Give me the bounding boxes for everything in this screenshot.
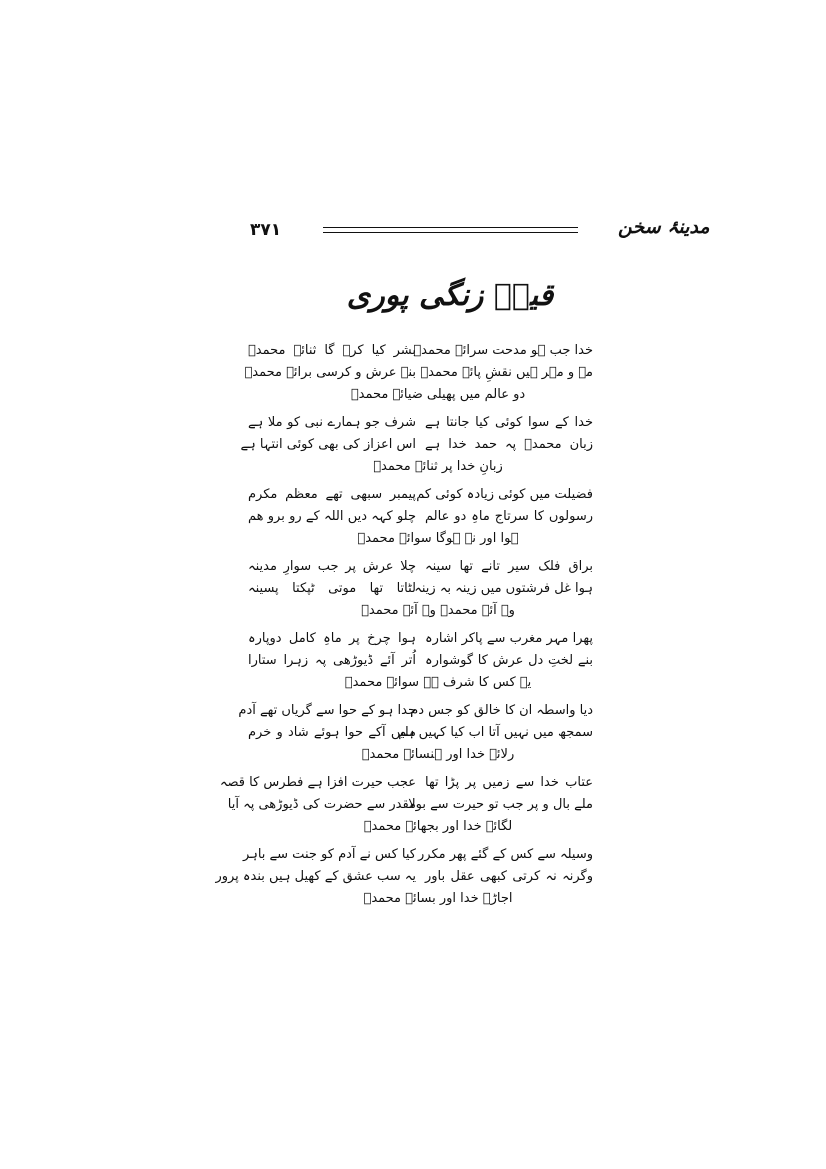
stanza xyxy=(238,700,593,766)
misra-first: زبان محمدؐ پہ حمد خدا ہے xyxy=(425,437,593,452)
couplet xyxy=(248,650,593,672)
misra-second: شرف جو ہمارے نبی کو ملا ہے xyxy=(248,415,416,430)
misra-second: اُتر آئے ڈیوڑھی پہ زہرا ستارا xyxy=(248,653,416,668)
misra-first: سمجھ میں نہیں آتا اب کیا کہیں ہم xyxy=(398,725,593,740)
misra-first: خدا کے سوا کوئی کیا جانتا ہے xyxy=(425,415,593,430)
misra-second: ہوا چرخ پر ماہِ کامل دوپارہ xyxy=(248,631,416,646)
refrain-line: وہ آئے محمدؐ وہ آئے محمدؐ xyxy=(361,603,515,618)
couplet xyxy=(248,722,593,744)
misra-first: دیا واسطہ ان کا خالق کو جس دم xyxy=(410,703,593,718)
refrain-line: ہوا اور نہ ہوگا سوائے محمدؐ xyxy=(357,531,519,546)
misra-first: مہ و مہر ہیں نقشِ پائے محمدؐ xyxy=(420,365,593,380)
misra-second: اس اعزاز کی بھی کوئی انتہا ہے xyxy=(240,437,416,452)
header-rule xyxy=(323,227,578,233)
page-number: ۳۷۱ xyxy=(250,220,282,240)
misra-second: بنے عرش و کرسی برائے محمدؐ xyxy=(244,365,416,380)
stanza xyxy=(240,412,593,478)
refrain-line: دو عالم میں پھیلی ضیائے محمدؐ xyxy=(350,387,526,402)
couplet xyxy=(243,844,593,866)
misra-second: بشر کیا کرے گا ثنائے محمدؐ xyxy=(248,343,416,358)
stanza xyxy=(248,484,593,550)
misra-first: رسولوں کا سرتاج ماہِ دو عالم xyxy=(425,509,593,524)
misra-first: براق فلک سیر تانے تھا سینہ xyxy=(425,559,593,574)
couplet xyxy=(219,772,593,794)
couplet xyxy=(248,578,593,600)
couplet xyxy=(248,506,593,528)
stanza xyxy=(219,772,593,838)
misra-second: ملیں آکے حوا ہوئے شاد و خرم xyxy=(248,725,416,740)
couplet xyxy=(248,412,593,434)
couplet xyxy=(238,700,593,722)
misra-second: کیا کس نے آدم کو جنت سے باہر xyxy=(243,847,416,862)
misra-first: خدا جب ہو مدحت سرائے محمدؐ xyxy=(413,343,593,358)
misra-first: عتاب خدا سے زمیں پر پڑا تھا xyxy=(425,775,593,790)
couplet xyxy=(227,794,593,816)
couplet xyxy=(248,340,593,362)
poem xyxy=(215,340,593,916)
misra-second: مقدر سے حضرت کی ڈیوڑھی پہ آیا xyxy=(227,797,416,812)
refrain-line: رلائے خدا اور ہنسائے محمدؐ xyxy=(361,747,515,762)
couplet xyxy=(240,434,593,456)
couplet xyxy=(248,484,593,506)
misra-first: فضیلت میں کوئی زیادہ کوئی کم xyxy=(416,487,593,502)
refrain-line: یہ کس کا شرف ہے سوائے محمدؐ xyxy=(344,675,532,690)
misra-second: عجب حیرت افزا ہے فطرس کا قصہ xyxy=(219,775,416,790)
poet-name: قیسؔ زنگی پوری xyxy=(346,278,554,313)
stanza xyxy=(248,628,593,694)
misra-first: پھرا مہر مغرب سے پاکر اشارہ xyxy=(425,631,593,646)
stanza xyxy=(248,556,593,622)
stanza xyxy=(215,844,593,910)
couplet xyxy=(248,556,593,578)
misra-first: وسیلہ سے کس کے گئے پھر مکرر xyxy=(418,847,593,862)
refrain-line: اجاڑے خدا اور بسائے محمدؐ xyxy=(363,891,513,906)
book-title: مدینۂ سخن xyxy=(618,216,710,238)
couplet xyxy=(248,628,593,650)
couplet xyxy=(244,362,593,384)
stanza xyxy=(244,340,593,406)
misra-first: ملے بال و پر جب تو حیرت سے بولا xyxy=(408,797,593,812)
refrain-line: لگائے خدا اور بجھائے محمدؐ xyxy=(363,819,513,834)
couplet xyxy=(215,866,593,888)
misra-second: جدا ہو کے حوا سے گریاں تھے آدم xyxy=(238,703,416,718)
misra-first: وگرنہ نہ کرتی کبھی عقل باور xyxy=(425,869,593,884)
misra-second: چلو کہہ دیں اللہ کے رو برو ھم xyxy=(248,509,416,524)
misra-second: پیمبر سبھی تھے معظم مکرم xyxy=(248,487,416,502)
misra-first: ہوا غل فرشتوں میں زینہ بہ زینہ xyxy=(414,581,593,596)
misra-second: چلا عرش پر جب سوارِ مدینہ xyxy=(248,559,416,574)
misra-second: یہ سب عشق کے کھیل ہیں بندہ پرور xyxy=(215,869,416,884)
misra-first: بنے لختِ دل عرش کا گوشوارہ xyxy=(425,653,593,668)
refrain-line: زبانِ خدا پر ثنائے محمدؐ xyxy=(373,459,503,474)
misra-second: لٹاتا تھا موتی ٹپکتا پسینہ xyxy=(248,581,416,596)
